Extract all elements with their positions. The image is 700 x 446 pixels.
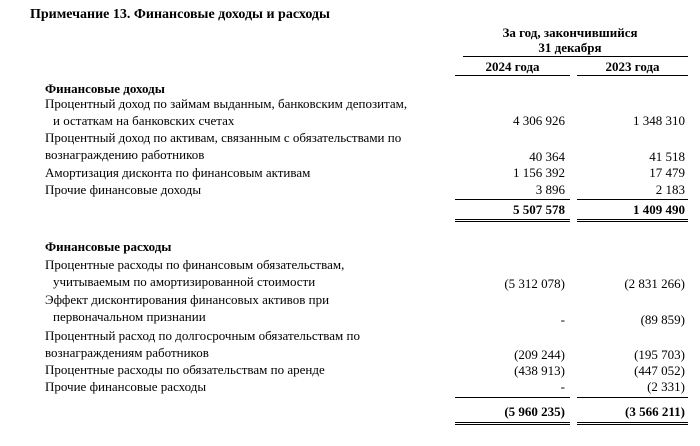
expenses-total-underline-2023	[577, 422, 688, 423]
income-total-underline-2024	[455, 219, 570, 220]
expenses-total-underline2-2024	[455, 424, 570, 425]
income-row-label: Прочие финансовые доходы	[45, 182, 202, 197]
expenses-total-rule-2023	[577, 397, 688, 398]
income-total-rule-2024	[455, 199, 570, 200]
expense-row-value-2023: (89 859)	[640, 312, 685, 327]
expenses-total-rule-2024	[455, 397, 570, 398]
period-header-line1: За год, закончившийся	[502, 25, 638, 40]
income-total-underline2-2024	[455, 221, 570, 222]
expense-row-label: Процентные расходы по обязательствам по аренде	[45, 362, 325, 377]
income-total-rule-2023	[577, 199, 688, 200]
income-row-label: Процентный доход по активам, связанным с обязательствами по	[45, 130, 402, 145]
expense-row-value-2024: (438 913)	[514, 363, 565, 378]
income-total-2023: 1 409 490	[633, 202, 685, 217]
expenses-total-underline2-2023	[577, 424, 688, 425]
income-row-value-2023: 41 518	[649, 149, 685, 164]
income-heading: Финансовые доходы	[45, 81, 165, 96]
income-total-underline-2023	[577, 219, 688, 220]
expenses-total-underline-2024	[455, 422, 570, 423]
income-row-value-2024: 1 156 392	[513, 165, 565, 180]
year-2024-header: 2024 года	[485, 59, 540, 74]
income-row-value-2024: 40 364	[529, 149, 565, 164]
expense-row-value-2023: (447 052)	[634, 363, 685, 378]
expense-row-label-cont: учитываемым по амортизированной стоимости	[53, 274, 316, 289]
expense-row-label: Процентные расходы по финансовым обязательствам,	[45, 257, 345, 272]
income-row-label: Процентный доход по займам выданным, банковским депозитам,	[45, 96, 408, 111]
income-row-label-cont: и остаткам на банковских счетах	[53, 113, 235, 128]
year-2023-header: 2023 года	[605, 59, 660, 74]
note-title: Примечание 13. Финансовые доходы и расходы	[30, 7, 330, 22]
expense-row-label: Процентный расход по долгосрочным обязательствам по	[45, 328, 360, 343]
expense-row-value-2023: (195 703)	[634, 347, 685, 362]
expense-row-value-2024: (209 244)	[514, 347, 565, 362]
income-row-label: Амортизация дисконта по финансовым активам	[45, 165, 311, 180]
period-header-line2: 31 декабря	[538, 40, 602, 55]
income-row-value-2023: 17 479	[649, 165, 685, 180]
expense-row-label-cont: вознаграждениям работников	[45, 345, 209, 360]
expenses-total-2024: (5 960 235)	[504, 404, 565, 419]
expense-row-value-2024: -	[560, 379, 565, 394]
income-total-2024: 5 507 578	[513, 202, 565, 217]
expense-row-value-2024: -	[560, 312, 565, 327]
expense-row-label: Эффект дисконтирования финансовых активов при	[45, 292, 330, 307]
expenses-total-2023: (3 566 211)	[625, 404, 685, 419]
income-row-value-2023: 2 183	[655, 182, 685, 197]
expense-row-value-2023: (2 831 266)	[624, 276, 685, 291]
year-2024-rule	[455, 75, 570, 76]
expense-row-label: Прочие финансовые расходы	[45, 379, 207, 394]
income-row-value-2024: 3 896	[535, 182, 565, 197]
expense-row-value-2023: (2 331)	[647, 379, 685, 394]
expense-row-value-2024: (5 312 078)	[504, 276, 565, 291]
income-row-value-2023: 1 348 310	[633, 113, 685, 128]
income-row-value-2024: 4 306 926	[513, 113, 565, 128]
income-total-underline2-2023	[577, 221, 688, 222]
expenses-heading: Финансовые расходы	[45, 239, 172, 254]
header-rule	[463, 56, 688, 57]
expense-row-label-cont: первоначальном признании	[53, 309, 206, 324]
year-2023-rule	[577, 75, 688, 76]
income-row-label-cont: вознаграждению работников	[45, 147, 205, 162]
